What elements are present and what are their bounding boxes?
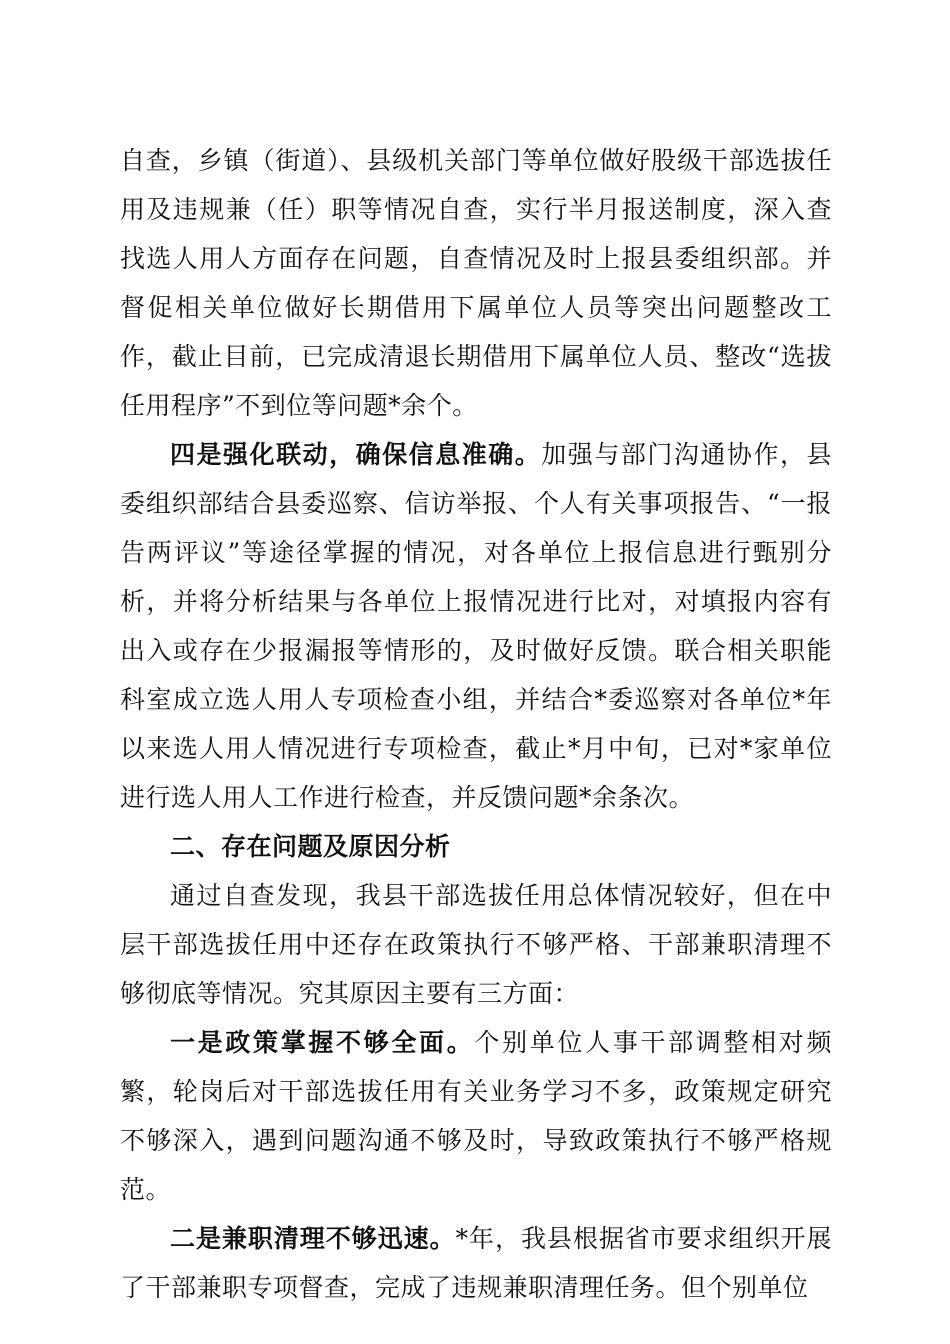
paragraph-summary: 通过自查发现，我县干部选拔任用总体情况较好，但在中层干部选拔任用中还存在政策执行不够严格、干部兼职清理不够彻底等情况。究其原因主要有三方面：	[120, 881, 832, 1008]
paragraph-text: *年，我县根据省市要求组织开展了干部兼职专项督查，完成了违规兼职清理任务。但个别单位	[120, 1224, 832, 1302]
paragraph-lead: 四是强化联动，确保信息准确。	[170, 440, 542, 469]
paragraph-point-four	[120, 430, 832, 822]
paragraph-point-two	[120, 1214, 832, 1312]
document-body	[120, 136, 832, 1312]
paragraph-text: 加强与部门沟通协作，县委组织部结合县委巡察、信访举报、个人有关事项报告、“一报告两评议”等途径掌握的情况，对各单位上报信息进行甄别分析，并将分析结果与各单位上报情况进行比对，对填报内容有出入或存在少报漏报等情形的，及时做好反馈。联合相关职能科室成立选人用人专项检查小组，并结合*委巡察对各单位*年以来选人用人情况进行专项检查，截止*月中旬，已对*家单位进行选人用人工作进行检查，并反馈问题*余条次。	[120, 440, 832, 812]
paragraph-text: 个别单位人事干部调整相对频繁，轮岗后对干部选拔任用有关业务学习不多，政策规定研究不够深入，遇到问题沟通不够及时，导致政策执行不够严格规范。	[120, 1028, 832, 1204]
paragraph-continuation: 自查，乡镇（街道）、县级机关部门等单位做好股级干部选拔任用及违规兼（任）职等情况自查，实行半月报送制度，深入查找选人用人方面存在问题，自查情况及时上报县委组织部。并督促相关单位做好长期借用下属单位人员等突出问题整改工作，截止目前，已完成清退长期借用下属单位人员、整改“选拔任用程序”不到位等问题*余个。	[120, 146, 832, 420]
paragraph-lead: 一是政策掌握不够全面。	[170, 1028, 475, 1057]
paragraph-lead: 二是兼职清理不够迅速。	[170, 1224, 456, 1253]
section-heading: 二、存在问题及原因分析	[170, 832, 451, 861]
paragraph-point-one	[120, 1018, 832, 1214]
